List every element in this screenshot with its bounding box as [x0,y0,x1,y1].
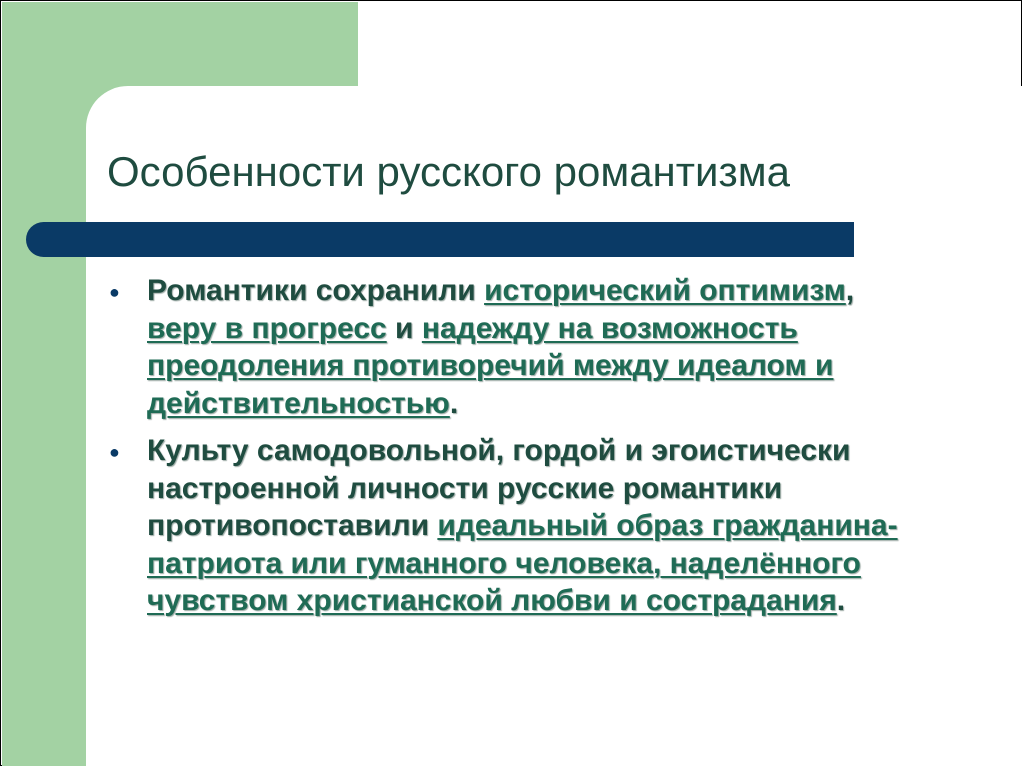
hyperlink-historical-optimism[interactable]: исторический оптимизм [484,274,846,307]
slide-title: Особенности русского романтизма [107,148,790,195]
bullet-dot-icon: ● [109,282,120,302]
bullet-list [105,272,905,620]
title-underline-bar [26,222,854,257]
hyperlink-faith-in-progress[interactable]: веру в прогресс [147,311,387,345]
bullet-text-segment: . [836,584,846,617]
bullet-item [105,432,905,620]
bullet-text-segment: Романтики сохранили [147,274,485,307]
bullet-dot-icon: ● [109,442,120,462]
hyperlink-hope-for-overcoming[interactable]: надежду на возможность преодоления противоречий между идеалом и действительностью [147,311,834,420]
hyperlink-ideal-citizen-image[interactable]: идеальный образ гражданина-патриота или гуманного человека, наделённого чувством христианской любви и сострадания [147,509,898,617]
bullet-text-segment: . [449,386,459,420]
bullet-text-segment: , [845,274,855,307]
bullet-text-segment: и [386,311,422,345]
bullet-text-segment: Культу самодовольной, гордой и эгоистически настроенной личности русские романтики противопоставили [147,434,851,542]
bullet-item [105,272,905,422]
